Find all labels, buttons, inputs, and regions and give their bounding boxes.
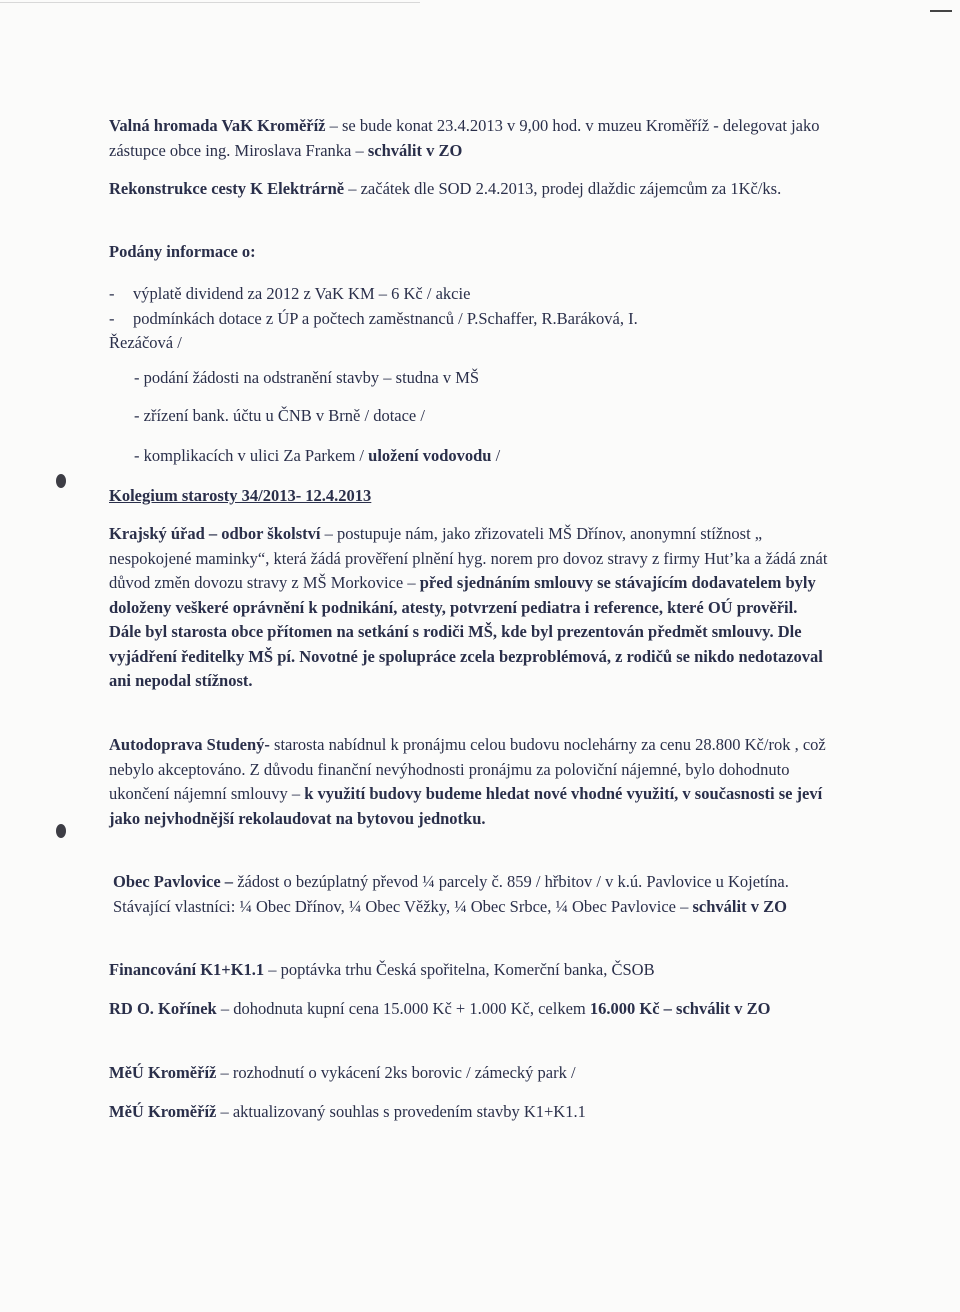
item-text: – dohodnuta kupní cena 15.000 Kč + 1.000 Kč, celkem xyxy=(216,999,590,1018)
item-rd-korinek xyxy=(109,997,829,1022)
item-lead: MěÚ Kroměříž xyxy=(109,1102,217,1121)
item-text: žádost o bezúplatný převod ¼ parcely č. 859 / hřbitov / v k.ú. Pavlovice u Kojetína. Stávající vlastníci: ¼ Obec Dřínov, ¼ Obec Věžky, ¼ Obec Srbce, ¼ Obec Pavlovice – xyxy=(113,872,789,916)
item-resolution: schválit v ZO xyxy=(692,896,787,916)
item-text: – poptávka trhu Česká spořitelna, Komerční banka, ČSOB xyxy=(264,960,655,979)
item-lead: MěÚ Kroměříž xyxy=(109,1063,217,1082)
item-lead: Financování K1+K1.1 xyxy=(109,960,265,979)
kolegium-heading: Kolegium starosty 34/2013- 12.4.2013 xyxy=(109,486,372,505)
item-pavlovice xyxy=(113,870,833,919)
item-autodoprava xyxy=(109,733,829,831)
item-resolution: schválit v ZO xyxy=(367,140,463,160)
item-meu-1 xyxy=(109,1061,829,1086)
item-resolution: k využití budovy budeme hledat nové vhodné využití, v současnosti se jeví jako nejvhodnější rekolaudovat na bytovou jednotku. xyxy=(109,784,823,828)
item-lead: Obec Pavlovice – xyxy=(113,872,234,891)
info-list xyxy=(109,282,829,356)
item-lead: Valná hromada VaK Kroměříž xyxy=(109,116,326,135)
item-resolution: 16.000 Kč – schválit v ZO xyxy=(589,999,771,1018)
item-valna-hromada xyxy=(109,114,829,163)
item-lead: RD O. Kořínek xyxy=(109,999,217,1018)
item-lead: Rekonstrukce cesty K Elektrárně xyxy=(109,179,345,198)
item-text: – aktualizovaný souhlas s provedením stavby K1+K1.1 xyxy=(216,1102,586,1121)
item-text: – začátek dle SOD 2.4.2013, prodej dlaždic zájemcům za 1Kč/ks. xyxy=(344,179,782,198)
info-item: - zřízení bank. účtu u ČNB v Brně / dotace / xyxy=(134,406,425,425)
scan-edge-line xyxy=(0,2,420,3)
item-krajsky-urad xyxy=(109,522,829,694)
item-resolution: před sjednáním smlouvy se stávajícím dodavatelem byly doloženy veškeré oprávnění k podnikání, atesty, potvrzení pediatra i reference, které OÚ prověřil. Dále byl starosta obce přítomen na setkání s rodiči MŠ, kde byl prezentován předmět smlouvy. Dle vyjádření ředitelky MŠ pí. Novotné je spolupráce zcela bezproblémová, z rodičů se nikdo nedotazoval ani nepodal stížnost. xyxy=(109,573,823,690)
item-rekonstrukce xyxy=(109,177,829,202)
info-heading: Podány informace o: xyxy=(109,242,256,261)
item-financovani xyxy=(109,958,829,983)
item-meu-2 xyxy=(109,1100,829,1125)
punch-hole-mark xyxy=(56,824,66,838)
item-text: – rozhodnutí o vykácení 2ks borovic / zámecký park / xyxy=(216,1063,576,1082)
info-item: - komplikacích v ulici Za Parkem / uložení vodovodu / xyxy=(134,446,501,465)
item-text: – se bude konat 23.4.2013 v 9,00 hod. v muzeu Kroměříž - delegovat jako zástupce obce ing. Miroslava Franka – xyxy=(109,116,820,160)
item-lead: Autodoprava Studený- xyxy=(109,735,270,754)
item-text: – postupuje nám, jako zřizovateli MŠ Dřínov, anonymní stížnost „ nespokojené maminky“, která žádá prověření plnění hyg. norem pro dovoz stravy z firmy Hut’ka a žádá znát důvod změn dovozu stravy z MŠ Morkovice – xyxy=(109,524,828,592)
corner-mark xyxy=(930,10,952,12)
info-item: - podání žádosti na odstranění stavby – studna v MŠ xyxy=(134,368,480,387)
info-item-cont: Řezáčová / xyxy=(109,333,182,352)
info-item: - výplatě dividend za 2012 z VaK KM – 6 Kč / akcie xyxy=(109,284,471,303)
punch-hole-mark xyxy=(56,474,66,488)
item-text: starosta nabídnul k pronájmu celou budovu noclehárny za cenu 28.800 Kč/rok , což nebylo akceptováno. Z důvodu finanční nevýhodnosti pronájmu za poloviční nájemné, bylo dohodnuto ukončení nájemní smlouvy – xyxy=(109,735,826,803)
info-item: - podmínkách dotace z ÚP a počtech zaměstnanců / P.Schaffer, R.Baráková, I. xyxy=(109,308,638,328)
item-lead: Krajský úřad – odbor školství xyxy=(109,524,321,543)
